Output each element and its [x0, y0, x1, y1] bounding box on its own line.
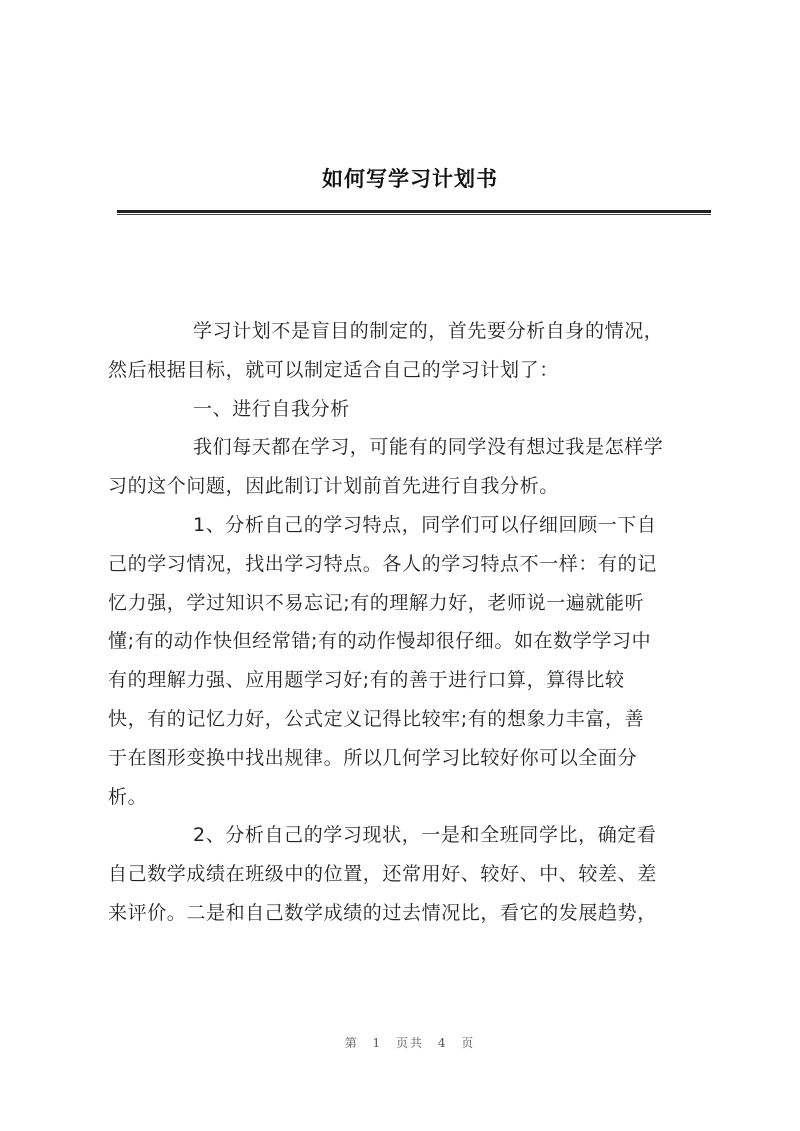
body-line: 于在图形变换中找出规律。所以几何学习比较好你可以全面分	[108, 746, 638, 769]
body-line: 习的这个问题，因此制订计划前首先进行自我分析。	[108, 475, 559, 498]
body-line: 2、分析自己的学习现状，一是和全班同学比，确定看	[193, 824, 657, 847]
title-rule-thin	[117, 214, 711, 215]
body-line: 快，有的记忆力好，公式定义记得比较牢;有的想象力丰富，善	[108, 707, 645, 730]
body-line: 有的理解力强、应用题学习好;有的善于进行口算，算得比较	[108, 669, 625, 692]
body-line: 1、分析自己的学习特点，同学们可以仔细回顾一下自	[193, 513, 657, 536]
body-line: 己的学习情况，找出学习特点。各人的学习特点不一样：有的记	[108, 552, 657, 575]
body-line: 然后根据目标，就可以制定适合自己的学习计划了：	[108, 358, 559, 381]
body-line: 来评价。二是和自己数学成绩的过去情况比，看它的发展趋势，	[108, 901, 657, 924]
section-heading: 一、进行自我分析	[193, 397, 350, 420]
body-line: 学习计划不是盲目的制定的，首先要分析自身的情况，	[193, 320, 664, 342]
body-line: 懂;有的动作快但经常错;有的动作慢却很仔细。如在数学学习中	[108, 630, 652, 653]
body-line: 忆力强，学过知识不易忘记;有的理解力好，老师说一遍就能听	[108, 591, 645, 614]
title-rule-thick	[117, 210, 711, 213]
page-number-footer: 第 1 页共 4 页	[344, 1036, 476, 1050]
document-title: 如何写学习计划书	[322, 166, 498, 191]
body-line: 我们每天都在学习，可能有的同学没有想过我是怎样学	[193, 436, 664, 459]
body-line: 自己数学成绩在班级中的位置，还常用好、较好、中、较差、差	[108, 863, 657, 886]
body-line: 析。	[108, 785, 148, 808]
document-body	[108, 312, 714, 933]
